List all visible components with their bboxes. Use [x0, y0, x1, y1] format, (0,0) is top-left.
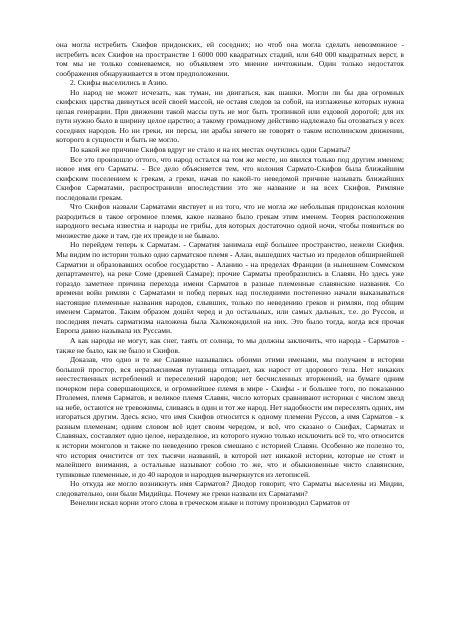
paragraph: По какой же причине Скифов вдруг не стало и на их местах очутились одни Сарматы?: [70, 145, 351, 155]
section-heading: 2. Скифы выселились в Азию.: [70, 78, 168, 88]
paragraph: Что Скифов назвали Сарматами явствует и из того, что не могла же небольшая придонская колония разродиться в такое огромное племя, какое названо было грекам этим именем. Теория расположения народного весьма известна и народы не грибы, для которых достаточно одной ночи, чтобы появиться во множестве даже и там, где их прежде и не бывало.: [56, 202, 404, 240]
paragraph: Венелин искал корни этого слова в греческом языке и потому производил Сарматов от: [70, 498, 350, 508]
document-page: [56, 40, 404, 508]
paragraph: Но народ не может исчезать, как туман, ни двигаться, как шашки. Могли ли бы два огромных скифских царства двинуться всей своей массой, не оставя следов за собой, на изглаженье которых нужна целая генерации. При движении такой массы путь не мог быть тропинкой или ездовой дорогой; для их пути нужно было в ширину целое царство; а такому громадному действию надлежало бы отозваться у всех соседних народов. Но ни греки, ни персы, ни арабы ничего не говорят о таком исполинском движении, которого в сущности и быть не могло.: [56, 87, 404, 145]
paragraph: Но откуда же могло возникнуть имя Сарматов? Диодор говорит, что Сарматы выселены из Мидии, следовательно, они были Мидийцы. Почему же греки назвали их Сарматами?: [56, 479, 404, 498]
paragraph: она могла истребить Скифов придонских, ей соседних; но чтоб она могла сделать невозможное - истребить всех Скифов на пространстве 1 6000 000 квадратных стадий, или 640 000 квадратных верст, в том мы не только сомневаемся, но объявляем это мнение ничтожным. Один только недостаток соображения обнаруживается в этом предположении.: [56, 40, 404, 78]
paragraph: Все это произошло оттого, что народ остался на том же месте, но явился только под другим именем; новое имя его Сарматы. - Все дело объясняется тем, что колония Сармато-Скифов была ближайшим скифским поселением к грекам, а греки, начав по какой-то неведомой причине называть ближайших Скифов Сарматами, распространили впоследствии это же название и на всех Скифов. Римляне последовали грекам.: [56, 154, 404, 202]
paragraph: Доказав, что одно и те же Славяне назывались обоими этими именами, мы получаем в истории большой простор, вся неразъяснимая путаница отпадает, как нарост от здорового тела. Нет никаких неестественных истреблений и переселений народов; нет бесчисленных вторжений, на бумаге одним почерком пера совершающихся, и огромнейшее племя в мире - Скифы - и большее того, по показанию Птолемея, племя Сарматов, и великое племя Славян, число которых сравнивают историки с числом звезд на небе, остаются не тревожимы, сливаясь в один и тот же народ. Нет надобности им переселять одних, им изгораться другим. Здесь ясно, что имя Скифов относится к одному племени Руссов, а имя Сарматов - к разным племенам; одним словом всё идет своим чередом, и всё, что сказано о Скифах, Сарматах и Славянах, составляет одно целое, неразделное, из которого нужно только исключить всё то, что относится к истории монголов и также по неведению греков смешано с историей Славян. Особенно же полезно то, что история очистится от тех тысячи названий, в которой нет никакой истории, которые не стоят и малейшего внимания, а остальные называют собою то же, что и обыкновенные чисто славянские, тупиковые племенные, и до 40 народов и народцев вычеркнутся из летописей.: [56, 355, 405, 479]
paragraph: Но перейдем теперь к Сарматам. - Сарматия занимала ещё большее пространство, нежели Скифия. Мы видим по истории только одно сарматское племя - Алан, вышедших частью из пределов обширнейшей Сарматии и образовавших особое государство - Аланию - на пределах Франции (в нынешнем Соммском департаменте), на реке Соме (древней Самаре); прочие Сарматы преобразились в Славян. Но здесь уже гораздо заметнее причина перехода имени Сарматов в разные племенные славянские названия. Со времени войн римлян с Сарматами и побед первых над последними постепенно начали выказываться настоящие племенные названия народов, слывших, только по неведению греков и римлян, под общим именем Сарматов. Таким образом дошёл черед и до остальных, или самых дальных, т.е. до Руссов, и последняя печать сарматизма наложена была Халкокондилой на них. Это было тогда, когда вся прочая Европа давно называла их Руссами.: [56, 240, 404, 336]
paragraph: А как народы не могут, как снег, таять от солнца, то мы должны заключить, что народа - Сарматов - также не было, как не было и Скифов.: [56, 335, 404, 355]
